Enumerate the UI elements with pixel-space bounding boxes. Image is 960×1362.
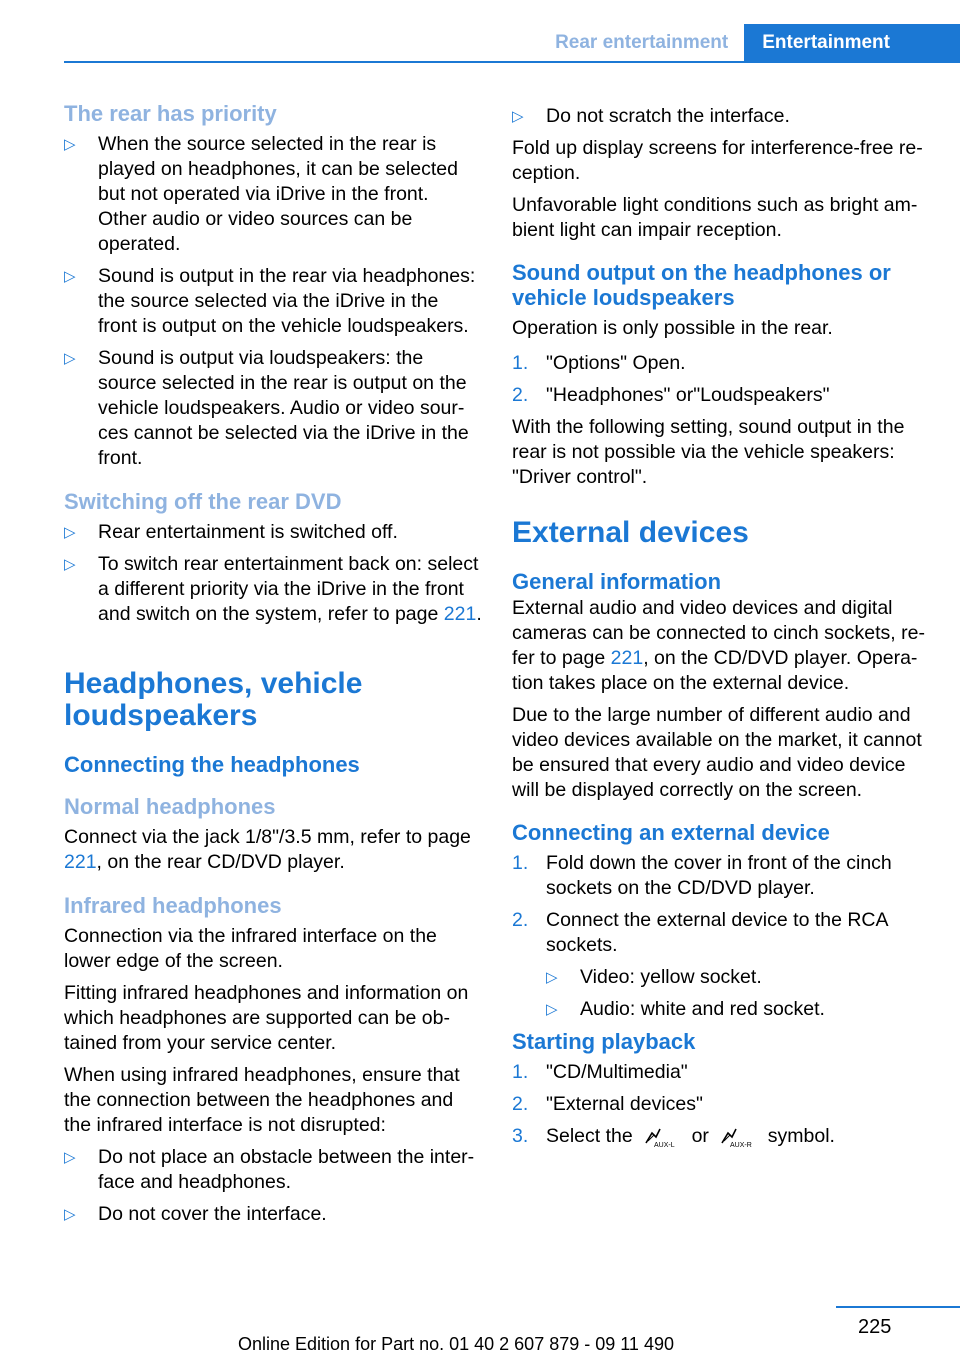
page-link[interactable]: 221 [610, 647, 644, 669]
aux-l-icon [642, 1125, 682, 1149]
header-tabs [555, 24, 960, 62]
page-link[interactable]: 221 [443, 603, 477, 625]
heading-normal-headphones: Normal headphones [64, 794, 276, 819]
normal-text: Connect via the jack 1/8"/3.5 mm, refer to page 221, on the rear CD/DVD player. [64, 826, 471, 873]
section-label: Rear entertainment [555, 24, 744, 62]
list-item: ▷ Rear entertainment is switched off. [64, 521, 398, 543]
list-item: 2. "Headphones" or"Loudspeakers" [512, 384, 830, 406]
svg-text:AUX-L: AUX-L [654, 1141, 675, 1149]
socket-list [546, 965, 932, 1022]
heading-external-devices: External devices [512, 516, 749, 549]
sound-steps [512, 351, 932, 408]
list-item: ▷ When the source selected in the rear is played on headphones, it can be selected but not operated via iDrive in the front. Other audio or video sources can be operated. [64, 133, 458, 255]
heading-headphones: Headphones, vehicle loudspeakers [64, 667, 363, 732]
list-item: ▷ Do not scratch the interface. [512, 105, 790, 127]
heading-infrared-headphones: Infrared headphones [64, 893, 282, 918]
sound-text-2: With the following setting, sound output in the rear is not possible via the vehicle speakers: "Driver control". [512, 416, 905, 488]
heading-sound-output: Sound output on the headphones or vehicle loudspeakers [512, 260, 891, 310]
list-item: 2. Connect the external device to the RCA sockets. ▷ Video: yellow socket. ▷ Audio: white and red socket. [512, 908, 932, 1022]
right-column [512, 100, 932, 1156]
left-column [64, 100, 482, 1234]
infrared-list [64, 1145, 482, 1227]
heading-switching-off: Switching off the rear DVD [64, 489, 342, 514]
connecting-steps [512, 851, 932, 1022]
list-item: ▷ Video: yellow socket. [546, 966, 762, 988]
heading-connecting-headphones: Connecting the headphones [64, 752, 360, 777]
sound-text: Operation is only possible in the rear. [512, 317, 833, 339]
heading-rear-priority: The rear has priority [64, 101, 277, 126]
edition-text: Online Edition for Part no. 01 40 2 607 879 - 09 11 490 [238, 1334, 674, 1354]
heading-connecting-external: Connecting an external device [512, 820, 830, 845]
list-item: ▷ Sound is output via loudspeakers: the source selected in the rear is output on the vehicle loudspeakers. Audio or video sour‐ ces cannot be selected via the iDrive in the front. [64, 347, 469, 469]
interface-list [512, 104, 932, 129]
list-item: ▷ Do not place an obstacle between the inter‐ face and headphones. [64, 1146, 475, 1193]
svg-text:AUX-R: AUX-R [730, 1141, 753, 1149]
heading-general-information: General information [512, 569, 722, 594]
triangle-bullet-icon: ▷ [512, 108, 524, 125]
switch-off-list [64, 520, 482, 627]
aux-r-icon [718, 1125, 758, 1149]
page-number: 225 [858, 1316, 892, 1338]
triangle-bullet-icon: ▷ [64, 350, 76, 367]
heading-starting-playback: Starting playback [512, 1029, 696, 1054]
infrared-text-1: Connection via the infrared interface on the lower edge of the screen. [64, 925, 437, 972]
list-item: 3. Select the AUX-L or AUX-R symbol. [512, 1125, 835, 1149]
general-text-2: Due to the large number of different audio and video devices available on the market, it cannot be ensured that every audio and video device will be displayed correctly on the screen. [512, 704, 922, 801]
list-item: ▷ Audio: white and red socket. [546, 998, 825, 1020]
list-item: ▷ Do not cover the interface. [64, 1203, 327, 1225]
triangle-bullet-icon: ▷ [546, 969, 558, 986]
list-item: 1. "Options" Open. [512, 352, 686, 374]
footer-rule [836, 1306, 960, 1308]
triangle-bullet-icon: ▷ [64, 136, 76, 153]
triangle-bullet-icon: ▷ [64, 1149, 76, 1166]
triangle-bullet-icon: ▷ [64, 268, 76, 285]
list-item: 1. Fold down the cover in front of the cinch sockets on the CD/DVD player. [512, 852, 892, 899]
triangle-bullet-icon: ▷ [64, 524, 76, 541]
general-text-1: External audio and video devices and digital cameras can be connected to cinch sockets, re‐ fer to page 221, on the CD/DVD player. Opera‐ tion takes place on the external device. [512, 597, 925, 694]
fold-up-text: Fold up display screens for interference-free re‐ ception. [512, 137, 923, 184]
list-item: ▷ Sound is output in the rear via headphones: the source selected via the iDrive in the front is output on the vehicle loudspeakers. [64, 265, 476, 337]
starting-steps [512, 1060, 932, 1149]
page-link[interactable]: 221 [64, 851, 97, 873]
triangle-bullet-icon: ▷ [64, 556, 76, 573]
list-item: 2. "External devices" [512, 1093, 703, 1115]
infrared-text-2: Fitting infrared headphones and information on which headphones are supported can be ob‐ tained from your service center. [64, 982, 469, 1054]
chapter-label: Entertainment [744, 24, 960, 62]
infrared-text-3: When using infrared headphones, ensure that the connection between the headphones and the infrared interface is not disrupted: [64, 1064, 460, 1136]
triangle-bullet-icon: ▷ [64, 1206, 76, 1223]
priority-list [64, 132, 482, 471]
list-item: 1. "CD/Multimedia" [512, 1061, 688, 1083]
header-rule [64, 61, 960, 63]
list-item: ▷ To switch rear entertainment back on: select a different priority via the iDrive in the front and switch on the system, refer to page 221. [64, 553, 482, 625]
triangle-bullet-icon: ▷ [546, 1001, 558, 1018]
light-conditions-text: Unfavorable light conditions such as bright am‐ bient light can impair reception. [512, 194, 918, 241]
